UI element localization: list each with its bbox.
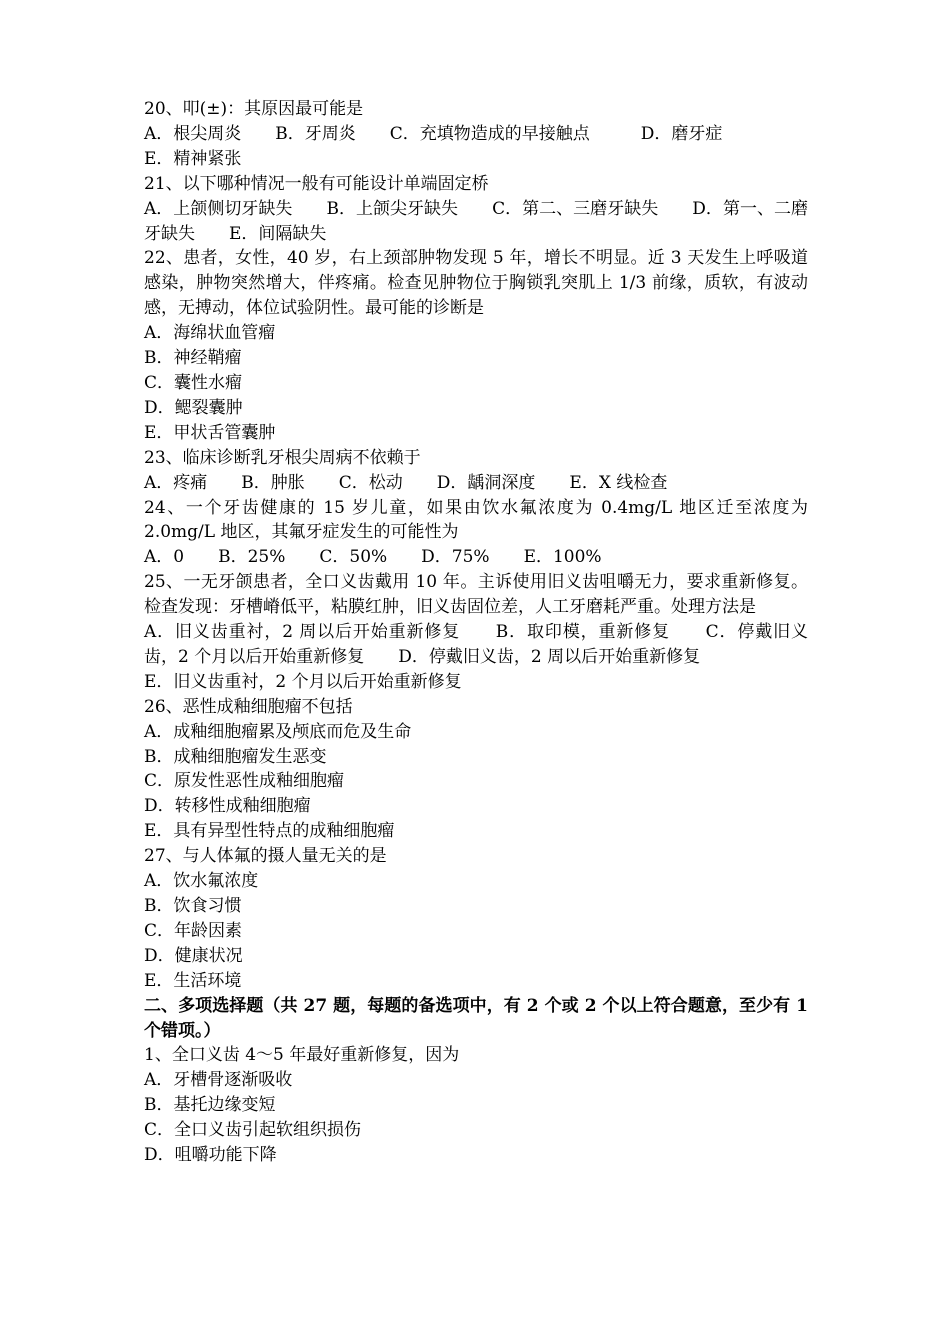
text-line: 26、恶性成釉细胞瘤不包括 <box>144 696 353 717</box>
text-line: A．成釉细胞瘤累及颅底而危及生命 <box>144 721 412 742</box>
text-line: A．牙槽骨逐渐吸收 <box>144 1070 293 1091</box>
text-line: D．转移性成釉细胞瘤 <box>144 796 311 817</box>
text-line: 24、一个牙齿健康的 15 岁儿童，如果由饮水氟浓度为 0.4mg/L 地区迁至浓度为 2.0mg/L 地区，其氟牙症发生的可能性为 <box>144 497 808 543</box>
text-line: B．成釉细胞瘤发生恶变 <box>144 746 327 767</box>
text-line: A．0 B．25% C．50% D．75% E．100% <box>144 547 602 568</box>
text-line: 23、临床诊断乳牙根尖周病不依赖于 <box>144 447 421 468</box>
text-line: B．基托边缘变短 <box>144 1095 276 1116</box>
text-line: D．健康状况 <box>144 945 243 966</box>
text-line: A．根尖周炎 B．牙周炎 C．充填物造成的早接触点 D．磨牙症 <box>144 123 723 144</box>
text-line: A．海绵状血管瘤 <box>144 323 276 344</box>
text-line: 22、患者，女性，40 岁，右上颈部肿物发现 5 年，增长不明显。近 3 天发生上呼吸道感染，肿物突然增大，伴疼痛。检查见肿物位于胸锁乳突肌上 1/3 前缘，质软，有波动感，无搏动，体位试验阴性。最可能的诊断是 <box>144 248 808 319</box>
text-line: C．年龄因素 <box>144 920 243 941</box>
text-line: 25、一无牙颌患者，全口义齿戴用 10 年。主诉使用旧义齿咀嚼无力，要求重新修复。检查发现：牙槽嵴低平，粘膜红肿，旧义齿固位差，人工牙磨耗严重。处理方法是 <box>144 572 808 618</box>
text-line: 21、以下哪种情况一般有可能设计单端固定桥 <box>144 173 489 194</box>
text-line: 27、与人体氟的摄人量无关的是 <box>144 846 387 867</box>
text-line: E．旧义齿重衬，2 个月以后开始重新修复 <box>144 671 462 692</box>
text-line: E．具有异型性特点的成釉细胞瘤 <box>144 821 395 842</box>
document-body <box>144 97 808 1168</box>
text-line: E．甲状舌管囊肿 <box>144 422 276 443</box>
text-line: 20、叩(±)：其原因最可能是 <box>144 99 364 119</box>
text-line: B．神经鞘瘤 <box>144 348 242 369</box>
text-line: A．疼痛 B．肿胀 C．松动 D．龋洞深度 E．X 线检查 <box>144 472 668 493</box>
text-line: C．全口义齿引起软组织损伤 <box>144 1120 362 1141</box>
text-line: 1、全口义齿 4～5 年最好重新修复，因为 <box>144 1045 460 1066</box>
section-heading: 二、多项选择题（共 27 题，每题的备选项中，有 2 个或 2 个以上符合题意，至少有 1 个错项。） <box>144 995 808 1041</box>
text-line: A．上颌侧切牙缺失 B．上颌尖牙缺失 C．第二、三磨牙缺失 D．第一、二磨牙缺失 E．间隔缺失 <box>144 198 808 244</box>
text-line: E．精神紧张 <box>144 148 242 169</box>
text-line: E．生活环境 <box>144 970 242 991</box>
text-line: B．饮食习惯 <box>144 896 242 916</box>
document-page <box>144 97 808 1168</box>
text-line: A．饮水氟浓度 <box>144 871 259 892</box>
text-line: A．旧义齿重衬，2 周以后开始重新修复 B．取印模，重新修复 C．停戴旧义齿，2 个月以后开始重新修复 D．停戴旧义齿，2 周以后开始重新修复 <box>144 622 808 667</box>
text-line: D．咀嚼功能下降 <box>144 1145 277 1166</box>
text-line: C．原发性恶性成釉细胞瘤 <box>144 771 345 792</box>
text-line: D．鳃裂囊肿 <box>144 397 243 418</box>
text-line: C．囊性水瘤 <box>144 372 243 393</box>
